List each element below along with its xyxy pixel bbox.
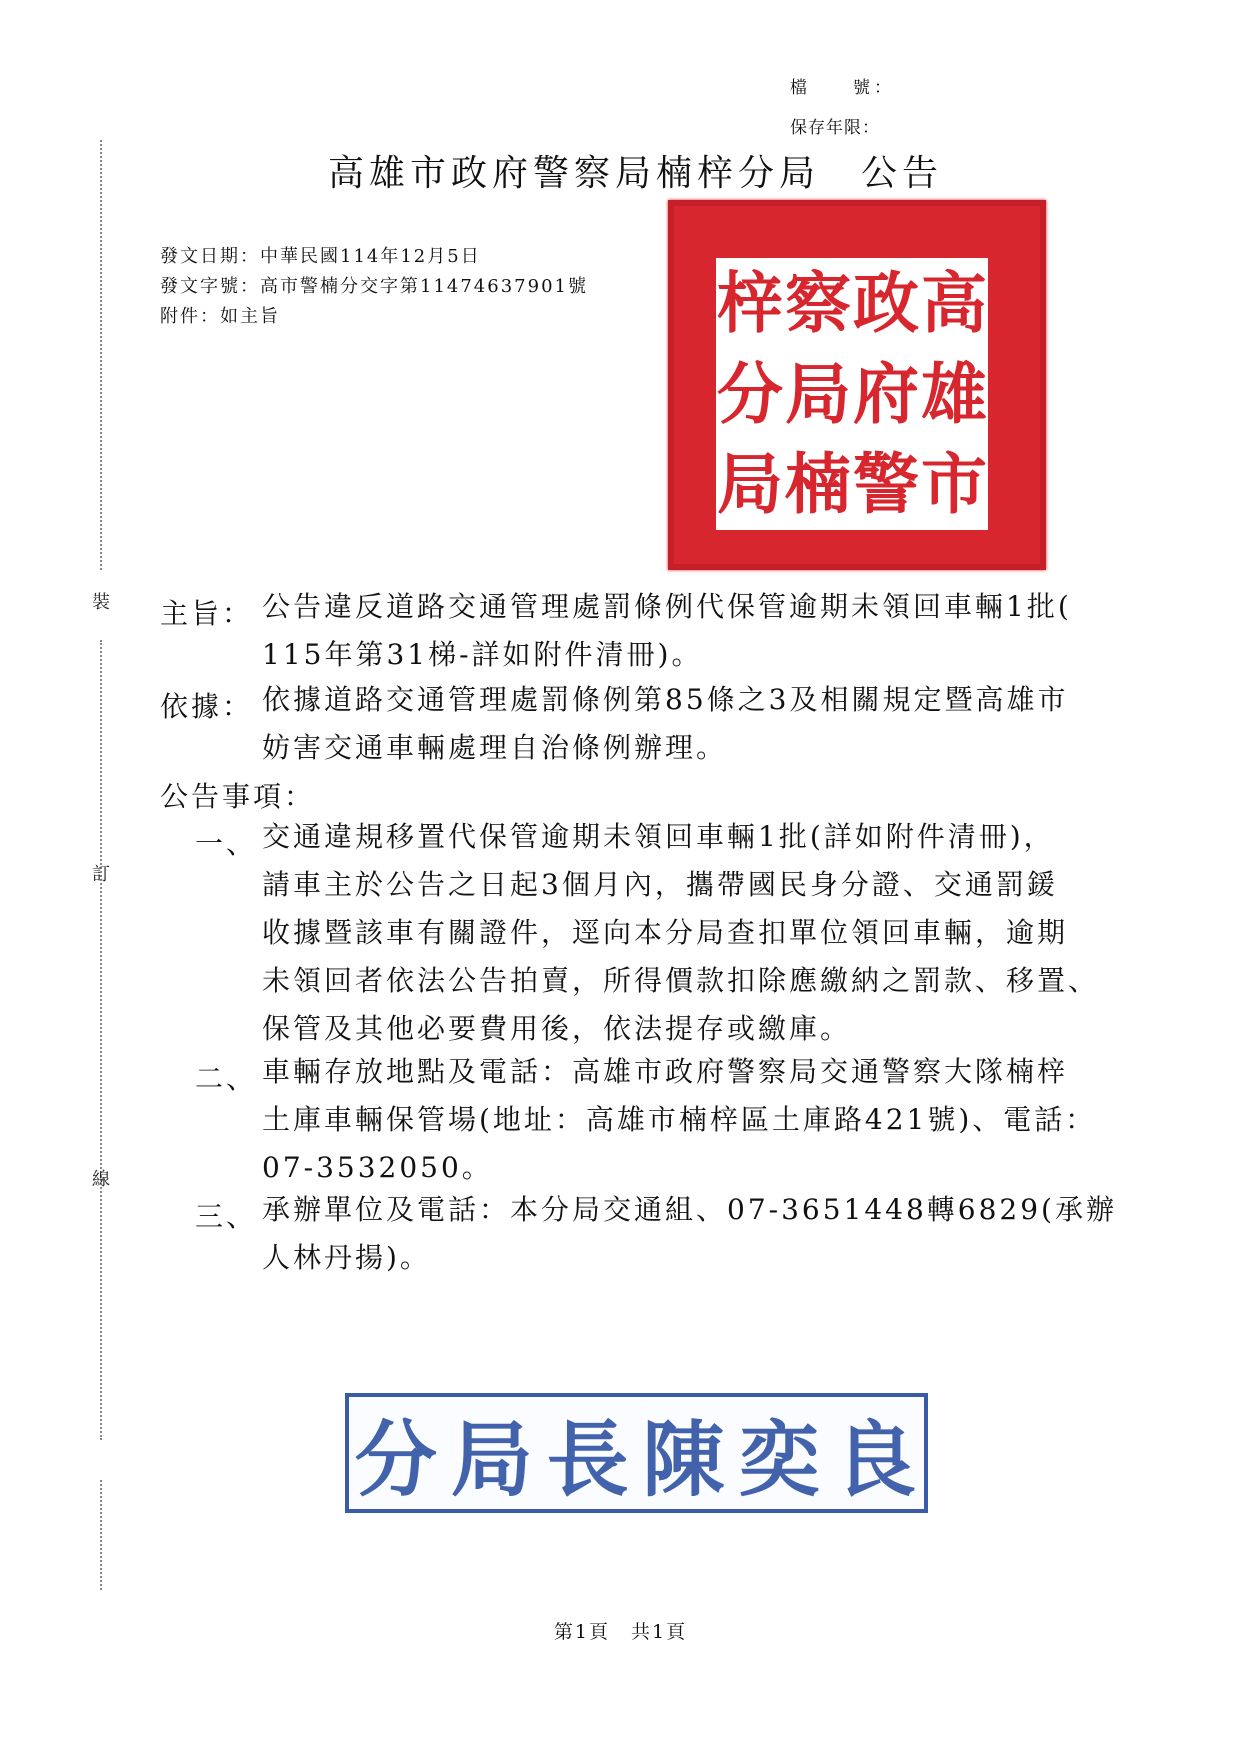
file-number-label: 檔 號： — [790, 78, 895, 98]
seal-char: 察 — [785, 264, 851, 342]
subject-line-1: 公告違反道路交通管理處罰條例代保管逾期未領回車輛1批( — [262, 590, 1072, 623]
signature-char: 長 — [546, 1412, 631, 1508]
seal-char: 高 — [921, 264, 987, 342]
seal-char: 警 — [853, 445, 919, 524]
notice-item-line: 未領回者依法公告拍賣，所得價款扣除應繳納之罰款、移置、 — [262, 964, 1100, 997]
notice-item-3 — [262, 1186, 1117, 1282]
seal-inner — [716, 258, 988, 530]
signature-char: 分 — [354, 1412, 439, 1508]
binding-line-mid — [100, 640, 102, 1440]
seal-char: 分 — [717, 354, 783, 433]
retention-label: 保存年限： — [790, 118, 880, 138]
page-number: 第1頁 共1頁 — [553, 1621, 688, 1643]
notice-item-number: 一、 — [195, 827, 258, 860]
basis-label: 依據： — [160, 690, 254, 723]
notice-item-line: 車輛存放地點及電話：高雄市政府警察局交通警察大隊楠梓 — [262, 1055, 1069, 1088]
basis-line-1: 依據道路交通管理處罰條例第85條之3及相關規定暨高雄市 — [262, 683, 1069, 716]
signature-stamp — [345, 1393, 928, 1513]
seal-char: 市 — [921, 445, 987, 524]
seal-char: 政 — [853, 264, 919, 342]
notice-item-line: 承辦單位及電話：本分局交通組、07-3651448轉6829(承辦 — [262, 1193, 1117, 1226]
notice-item-line: 交通違規移置代保管逾期未領回車輛1批(詳如附件清冊)， — [262, 820, 1055, 853]
seal-char: 雄 — [921, 354, 987, 433]
signature-char: 良 — [834, 1412, 919, 1508]
seal-char: 楠 — [785, 445, 851, 524]
page-title: 高雄市政府警察局楠梓分局 公告 — [328, 153, 944, 194]
issue-info — [160, 242, 588, 332]
signature-char: 陳 — [642, 1412, 727, 1508]
notice-item-number: 三、 — [195, 1200, 258, 1233]
notice-item-line: 保管及其他必要費用後，依法提存或繳庫。 — [262, 1012, 852, 1045]
seal-char: 局 — [717, 445, 783, 524]
seal-char: 梓 — [717, 264, 783, 342]
notice-item-1 — [262, 813, 1099, 1053]
basis-text — [262, 676, 1068, 772]
notice-item-line: 07-3532050。 — [262, 1151, 493, 1184]
seal-char: 府 — [853, 354, 919, 433]
notice-heading: 公告事項： — [160, 780, 316, 813]
signature-char: 局 — [450, 1412, 535, 1508]
issue-date: 發文日期：中華民國114年12月5日 — [160, 246, 481, 267]
notice-item-2 — [262, 1048, 1096, 1192]
notice-item-line: 土庫車輛保管場(地址：高雄市楠梓區土庫路421號)、電話： — [262, 1103, 1097, 1136]
issue-attachment: 附件：如主旨 — [160, 306, 280, 327]
notice-item-line: 收據暨該車有關證件，逕向本分局查扣單位領回車輛，逾期 — [262, 916, 1069, 949]
subject-label: 主旨： — [160, 597, 254, 630]
subject-text — [262, 583, 1072, 679]
subject-line-2: 115年第31梯-詳如附件清冊)。 — [262, 638, 703, 671]
binding-mark-zhuang: 裝 — [92, 592, 110, 613]
notice-item-line: 請車主於公告之日起3個月內，攜帶國民身分證、交通罰鍰 — [262, 868, 1058, 901]
notice-item-line: 人林丹揚)。 — [262, 1241, 431, 1274]
seal-char: 局 — [785, 354, 851, 433]
official-seal — [668, 200, 1046, 570]
binding-mark-ding: 訂 — [92, 864, 110, 885]
binding-line-bottom — [100, 1480, 102, 1590]
binding-mark-xian: 線 — [92, 1169, 110, 1190]
issue-ref-number: 發文字號：高市警楠分交字第11474637901號 — [160, 276, 588, 297]
signature-char: 奕 — [738, 1412, 823, 1508]
notice-item-number: 二、 — [195, 1062, 258, 1095]
binding-line-top — [100, 140, 102, 570]
basis-line-2: 妨害交通車輛處理自治條例辦理。 — [262, 731, 728, 764]
